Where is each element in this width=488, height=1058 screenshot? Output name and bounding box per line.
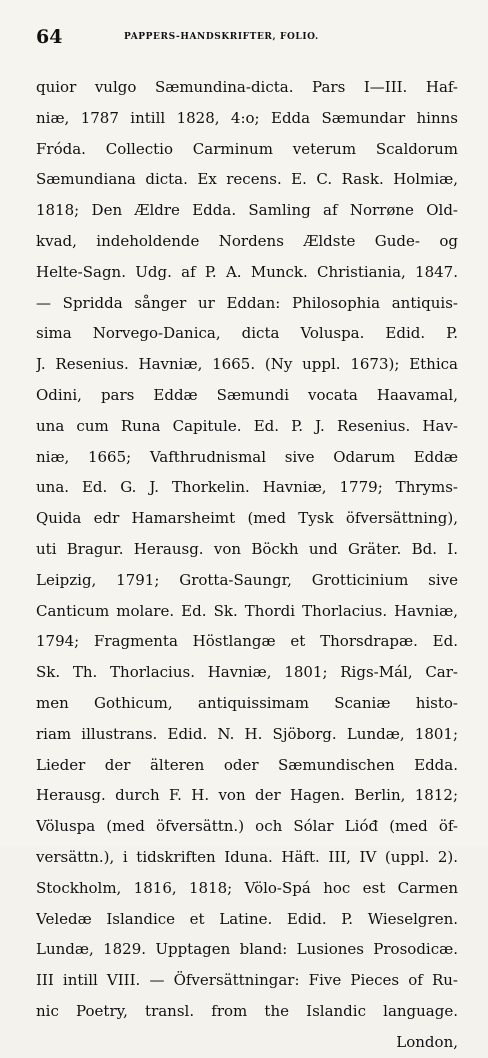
text-line: Quida edr Hamarsheimt (med Tysk öfversättning), xyxy=(36,509,458,528)
text-line: una cum Runa Capitule. Ed. P. J. Resenius. Hav- xyxy=(36,416,458,435)
text-line: Herausg. durch F. H. von der Hagen. Berlin, 1812; xyxy=(36,786,458,805)
text-line: III intill VIII. — Öfversättningar: Five Pieces of Ru- xyxy=(36,971,458,990)
text-line: 1794; Fragmenta Höstlangæ et Thorsdrapæ. Ed. xyxy=(36,632,458,651)
running-head: PAPPERS-HANDSKRIFTER, FOLIO. xyxy=(124,32,319,42)
text-line: Stockholm, 1816, 1818; Völo-Spá hoc est Carmen xyxy=(36,878,458,897)
text-line: men Gothicum, antiquissimam Scaniæ histo- xyxy=(36,693,458,712)
text-line: London, xyxy=(396,1032,458,1051)
text-line: Sk. Th. Thorlacius. Havniæ, 1801; Rigs-Mál, Car- xyxy=(36,663,458,682)
text-line: una. Ed. G. J. Thorkelin. Havniæ, 1779; Thryms- xyxy=(36,478,458,497)
text-line: Sæmundiana dicta. Ex recens. E. C. Rask. Holmiæ, xyxy=(36,170,458,189)
text-line: Lieder der älteren oder Sæmundischen Edda. xyxy=(36,755,458,774)
text-line: Lundæ, 1829. Upptagen bland: Lusiones Prosodicæ. xyxy=(36,940,458,959)
text-line: niæ, 1787 intill 1828, 4:o; Edda Sæmundar hinns xyxy=(36,108,458,127)
text-line: uti Bragur. Herausg. von Böckh und Gräter. Bd. I. xyxy=(36,539,458,558)
text-line: 1818; Den Ældre Edda. Samling af Norrøne Old- xyxy=(36,201,458,220)
body-text xyxy=(36,72,458,1058)
text-line: Odini, pars Eddæ Sæmundi vocata Haavamal, xyxy=(36,385,458,404)
text-line: Völuspa (med öfversättn.) och Sólar Lióđ (med öf- xyxy=(36,817,458,836)
text-line: Leipzig, 1791; Grotta-Saungr, Grotticinium sive xyxy=(36,570,458,589)
text-line: versättn.), i tidskriften Iduna. Häft. III, IV (uppl. 2). xyxy=(36,847,458,866)
page-header xyxy=(36,26,456,56)
text-line: J. Resenius. Havniæ, 1665. (Ny uppl. 1673); Ethica xyxy=(36,355,458,374)
text-line: Veledæ Islandice et Latine. Edid. P. Wieselgren. xyxy=(36,909,458,928)
text-line: Helte-Sagn. Udg. af P. A. Munck. Christiania, 1847. xyxy=(36,262,458,281)
text-line: niæ, 1665; Vafthrudnismal sive Odarum Eddæ xyxy=(36,447,458,466)
text-line: — Spridda sånger ur Eddan: Philosophia antiquis- xyxy=(36,293,458,312)
text-line: nic Poetry, transl. from the Islandic language. xyxy=(36,1001,458,1020)
text-line: Canticum molare. Ed. Sk. Thordi Thorlacius. Havniæ, xyxy=(36,601,458,620)
text-line: riam illustrans. Edid. N. H. Sjöborg. Lundæ, 1801; xyxy=(36,724,458,743)
text-line: kvad, indeholdende Nordens Ældste Gude- og xyxy=(36,231,458,250)
text-line: quior vulgo Sæmundina-dicta. Pars I—III. Haf- xyxy=(36,78,458,96)
page-number: 64 xyxy=(36,26,63,48)
text-line: sima Norvego-Danica, dicta Voluspa. Edid. P. xyxy=(36,324,458,343)
text-line: Fróda. Collectio Carminum veterum Scaldorum xyxy=(36,139,458,158)
